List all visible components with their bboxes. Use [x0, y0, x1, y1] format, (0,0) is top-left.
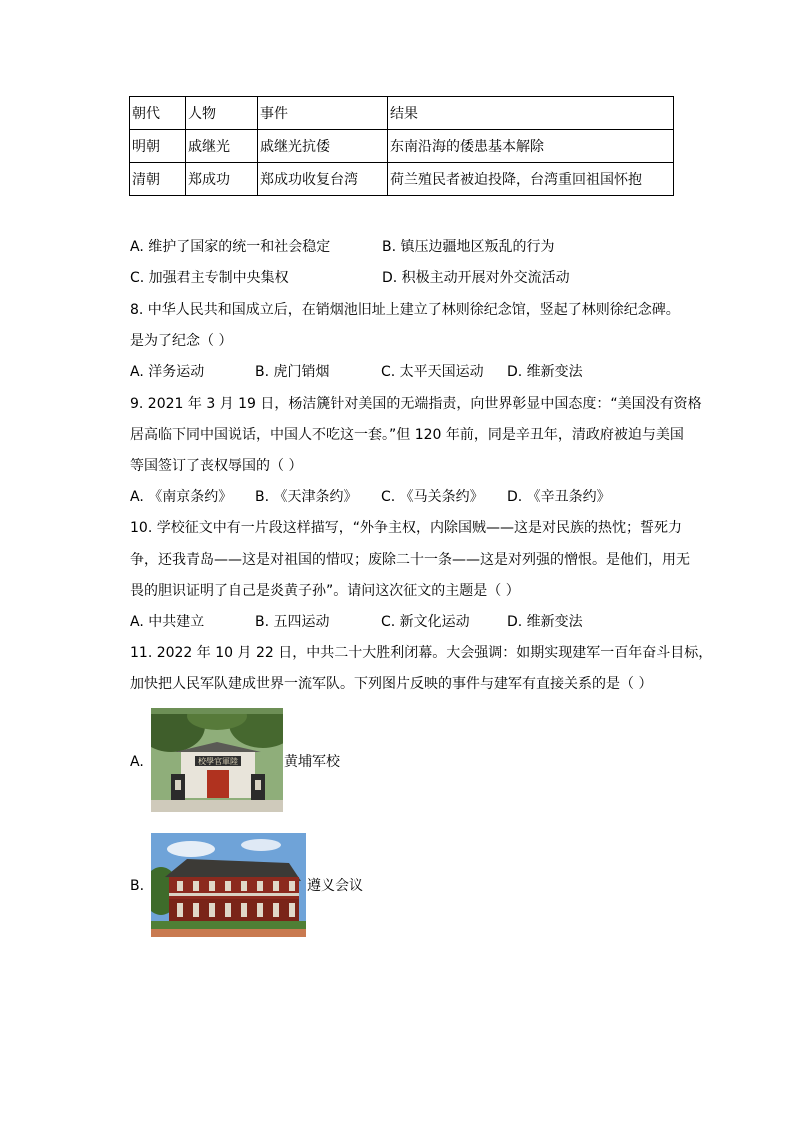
q8-stem-line-2: 是为了纪念（ ）	[130, 333, 233, 349]
table-cell: 荷兰殖民者被迫投降，台湾重回祖国怀抱	[388, 163, 674, 196]
table-cell: 郑成功	[186, 163, 258, 196]
q10-option-a[interactable]: A. 中共建立	[130, 614, 205, 630]
table-row	[130, 130, 674, 163]
q8-option-a[interactable]: A. 洋务运动	[130, 364, 205, 380]
q8-option-c[interactable]: C. 太平天国运动	[381, 364, 484, 380]
q11-stem-line-1: 11. 2022 年 10 月 22 日，中共二十大胜利闭幕。大会强调：如期实现建军一百年奋斗目标，	[130, 645, 713, 661]
history-table	[129, 96, 674, 196]
q11-option-b-caption: 遵义会议	[307, 878, 363, 894]
q11-option-a-caption: 黄埔军校	[284, 754, 340, 770]
q10-option-c[interactable]: C. 新文化运动	[381, 614, 470, 630]
table-cell: 戚继光抗倭	[258, 130, 388, 163]
q7-option-a[interactable]: A. 维护了国家的统一和社会稳定	[130, 239, 331, 255]
q9-stem-line-1: 9. 2021 年 3 月 19 日，杨洁篪针对美国的无端指责，向世界彰显中国态度：“美国没有资格	[130, 396, 702, 412]
table-header-cell: 朝代	[130, 97, 186, 130]
table-header-cell: 事件	[258, 97, 388, 130]
q7-option-b[interactable]: B. 镇压边疆地区叛乱的行为	[382, 239, 555, 255]
table-row	[130, 163, 674, 196]
whampoa-academy-photo[interactable]	[151, 708, 283, 812]
q7-option-c[interactable]: C. 加强君主专制中央集权	[130, 270, 289, 286]
q11-stem-line-2: 加快把人民军队建成世界一流军队。下列图片反映的事件与建军有直接关系的是（ ）	[130, 676, 653, 692]
q10-stem-line-1: 10. 学校征文中有一片段这样描写，“外争主权，内除国贼——这是对民族的热忱；誓死力	[130, 520, 682, 536]
table-cell: 戚继光	[186, 130, 258, 163]
q11-option-a-letter[interactable]: A.	[130, 754, 144, 770]
q9-stem-line-2: 居高临下同中国说话，中国人不吃这一套。”但 120 年前，同是辛丑年，清政府被迫与美国	[130, 427, 684, 443]
table-cell: 明朝	[130, 130, 186, 163]
q7-option-d[interactable]: D. 积极主动开展对外交流活动	[382, 270, 570, 286]
table-header-cell: 结果	[388, 97, 674, 130]
table-header-row	[130, 97, 674, 130]
q9-option-d[interactable]: D. 《辛丑条约》	[507, 489, 611, 505]
q9-option-a[interactable]: A. 《南京条约》	[130, 489, 233, 505]
q9-option-b[interactable]: B. 《天津条约》	[255, 489, 358, 505]
q8-option-d[interactable]: D. 维新变法	[507, 364, 583, 380]
q9-option-c[interactable]: C. 《马关条约》	[381, 489, 484, 505]
whampoa-sign-text: 校學官軍陸	[198, 757, 238, 766]
q11-option-b-letter[interactable]: B.	[130, 878, 145, 894]
q8-stem-line-1: 8. 中华人民共和国成立后，在销烟池旧址上建立了林则徐纪念馆，竖起了林则徐纪念碑。	[130, 302, 680, 318]
table-header-cell: 人物	[186, 97, 258, 130]
table-cell: 郑成功收复台湾	[258, 163, 388, 196]
table-cell: 清朝	[130, 163, 186, 196]
q10-stem-line-3: 畏的胆识证明了自己是炎黄子孙”。请问这次征文的主题是（ ）	[130, 583, 520, 599]
q10-stem-line-2: 争，还我青岛——这是对祖国的惜叹；废除二十一条——这是对列强的憎恨。是他们，用无	[130, 552, 690, 568]
zunyi-meeting-site-photo[interactable]	[151, 833, 306, 937]
q9-stem-line-3: 等国签订了丧权辱国的（ ）	[130, 458, 303, 474]
q10-option-b[interactable]: B. 五四运动	[255, 614, 330, 630]
table-cell: 东南沿海的倭患基本解除	[388, 130, 674, 163]
q10-option-d[interactable]: D. 维新变法	[507, 614, 583, 630]
q8-option-b[interactable]: B. 虎门销烟	[255, 364, 330, 380]
